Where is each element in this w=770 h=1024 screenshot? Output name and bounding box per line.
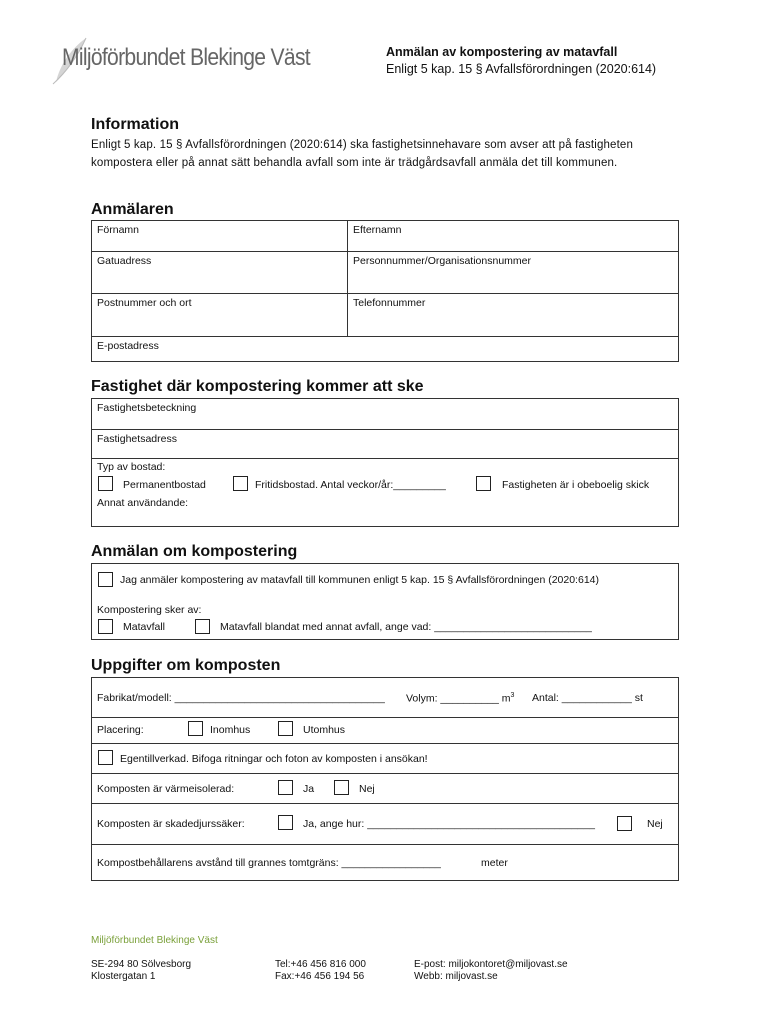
obeboelig-label: Fastigheten är i obeboelig skick bbox=[502, 479, 650, 491]
volym-unit-sup: 3 bbox=[510, 692, 515, 699]
table-row bbox=[92, 252, 678, 294]
adress-row[interactable] bbox=[92, 430, 678, 459]
skadedjur-label: Komposten är skadedjurssäker: bbox=[97, 818, 245, 830]
table-row bbox=[92, 221, 678, 252]
postnummer-cell[interactable] bbox=[92, 294, 348, 336]
gatuadress-label: Gatuadress bbox=[97, 255, 152, 267]
placering-label: Placering: bbox=[97, 724, 144, 736]
permanent-checkbox[interactable] bbox=[98, 476, 113, 491]
fritid-label: Fritidsbostad. Antal veckor/år:_________ bbox=[255, 479, 446, 491]
personnummer-cell[interactable] bbox=[348, 252, 678, 293]
fornamn-cell[interactable] bbox=[92, 221, 348, 251]
efternamn-label: Efternamn bbox=[353, 224, 402, 236]
table-row bbox=[92, 294, 678, 337]
permanent-label: Permanentbostad bbox=[123, 479, 206, 491]
fornamn-label: Förnamn bbox=[97, 224, 140, 236]
gatuadress-cell[interactable] bbox=[92, 252, 348, 293]
volym-label[interactable] bbox=[406, 692, 514, 705]
skadedjur-nej-checkbox[interactable] bbox=[617, 816, 632, 831]
efternamn-cell[interactable] bbox=[348, 221, 678, 251]
footer-web[interactable]: Webb: miljovast.se bbox=[414, 971, 498, 982]
meter-label: meter bbox=[481, 857, 508, 869]
anmalaren-heading: Anmälaren bbox=[91, 201, 174, 218]
anmaler-checkbox[interactable] bbox=[98, 572, 113, 587]
matavfall-label: Matavfall bbox=[123, 621, 166, 633]
skadedjur-nej-label: Nej bbox=[647, 818, 663, 830]
egentillverkad-label: Egentillverkad. Bifoga ritningar och foton av komposten i ansökan! bbox=[120, 753, 428, 765]
divider bbox=[92, 743, 678, 744]
obeboelig-checkbox[interactable] bbox=[476, 476, 491, 491]
divider bbox=[92, 803, 678, 804]
kompostering-box bbox=[91, 563, 679, 640]
divider bbox=[92, 844, 678, 845]
varmeisolerad-nej-label: Nej bbox=[359, 783, 375, 795]
logo bbox=[50, 34, 310, 86]
inomhus-checkbox[interactable] bbox=[188, 721, 203, 736]
typ-label: Typ av bostad: bbox=[97, 461, 166, 473]
divider bbox=[92, 773, 678, 774]
information-heading: Information bbox=[91, 116, 179, 133]
varmeisolerad-ja-checkbox[interactable] bbox=[278, 780, 293, 795]
epost-label: E-postadress bbox=[97, 340, 159, 352]
varmeisolerad-ja-label: Ja bbox=[303, 783, 315, 795]
anmaler-label: Jag anmäler kompostering av matavfall till kommunen enligt 5 kap. 15 § Avfallsförordningen (2020:614) bbox=[120, 574, 599, 586]
beteckning-row[interactable] bbox=[92, 399, 678, 430]
logo-text: Miljöförbundet Blekinge Väst bbox=[62, 44, 310, 71]
anmalaren-table bbox=[91, 220, 679, 362]
antal-label[interactable]: Antal: ____________ st bbox=[532, 692, 643, 704]
volym-text: Volym: __________ m bbox=[406, 692, 511, 705]
fastighetsadress-label: Fastighetsadress bbox=[97, 433, 177, 445]
footer-contact bbox=[414, 959, 568, 983]
fastighet-table bbox=[91, 398, 679, 527]
kompostering-heading: Anmälan om kompostering bbox=[91, 543, 298, 560]
footer-tel: Tel:+46 456 816 000 bbox=[275, 959, 366, 970]
personnummer-label: Personnummer/Organisationsnummer bbox=[353, 255, 531, 267]
blandat-label[interactable]: Matavfall blandat med annat avfall, ange vad: ___________________________ bbox=[220, 621, 592, 633]
utomhus-checkbox[interactable] bbox=[278, 721, 293, 736]
footer-fax: Fax:+46 456 194 56 bbox=[275, 971, 365, 982]
postnummer-label: Postnummer och ort bbox=[97, 297, 192, 309]
skadedjur-ja-label[interactable]: Ja, ange hur: _______________________________________ bbox=[303, 818, 595, 830]
skadedjur-ja-checkbox[interactable] bbox=[278, 815, 293, 830]
footer-phone bbox=[275, 959, 366, 983]
footer-brand: Miljöförbundet Blekinge Väst bbox=[91, 935, 218, 946]
footer-address-line1: SE-294 80 Sölvesborg bbox=[91, 959, 192, 970]
divider bbox=[92, 717, 678, 718]
matavfall-checkbox[interactable] bbox=[98, 619, 113, 634]
form-subtitle: Enligt 5 kap. 15 § Avfallsförordningen (2020:614) bbox=[386, 62, 657, 76]
varmeisolerad-label: Komposten är värmeisolerad: bbox=[97, 783, 235, 795]
varmeisolerad-nej-checkbox[interactable] bbox=[334, 780, 349, 795]
telefon-label: Telefonnummer bbox=[353, 297, 426, 309]
komposten-heading: Uppgifter om komposten bbox=[91, 657, 281, 674]
telefon-cell[interactable] bbox=[348, 294, 678, 336]
egentillverkad-checkbox[interactable] bbox=[98, 750, 113, 765]
fastighet-heading: Fastighet där kompostering kommer att ske bbox=[91, 378, 424, 395]
blandat-checkbox[interactable] bbox=[195, 619, 210, 634]
komposten-box bbox=[91, 677, 679, 881]
epost-cell[interactable] bbox=[92, 337, 678, 361]
footer-address bbox=[91, 959, 191, 983]
annat-label[interactable]: Annat användande: bbox=[97, 497, 189, 509]
beteckning-label: Fastighetsbeteckning bbox=[97, 402, 197, 414]
fritid-checkbox[interactable] bbox=[233, 476, 248, 491]
fabrikat-label[interactable]: Fabrikat/modell: ____________________________________ bbox=[97, 692, 385, 704]
avstand-label[interactable]: Kompostbehållarens avstånd till grannes tomtgräns: _________________ bbox=[97, 857, 441, 869]
inomhus-label: Inomhus bbox=[210, 724, 251, 736]
form-title: Anmälan av kompostering av matavfall bbox=[386, 45, 618, 59]
information-text: Enligt 5 kap. 15 § Avfallsförordningen (2020:614) ska fastighetsinnehavare som avser att på fastigheten kompostera eller på annat sätt behandla avfall som inte är trädgårdsavfall anmäla det till kommunen. bbox=[91, 139, 634, 169]
footer-address-line2: Klostergatan 1 bbox=[91, 971, 156, 982]
footer-email[interactable]: E-post: miljokontoret@miljovast.se bbox=[414, 959, 568, 970]
utomhus-label: Utomhus bbox=[303, 724, 346, 736]
sker-av-label: Kompostering sker av: bbox=[97, 604, 202, 616]
